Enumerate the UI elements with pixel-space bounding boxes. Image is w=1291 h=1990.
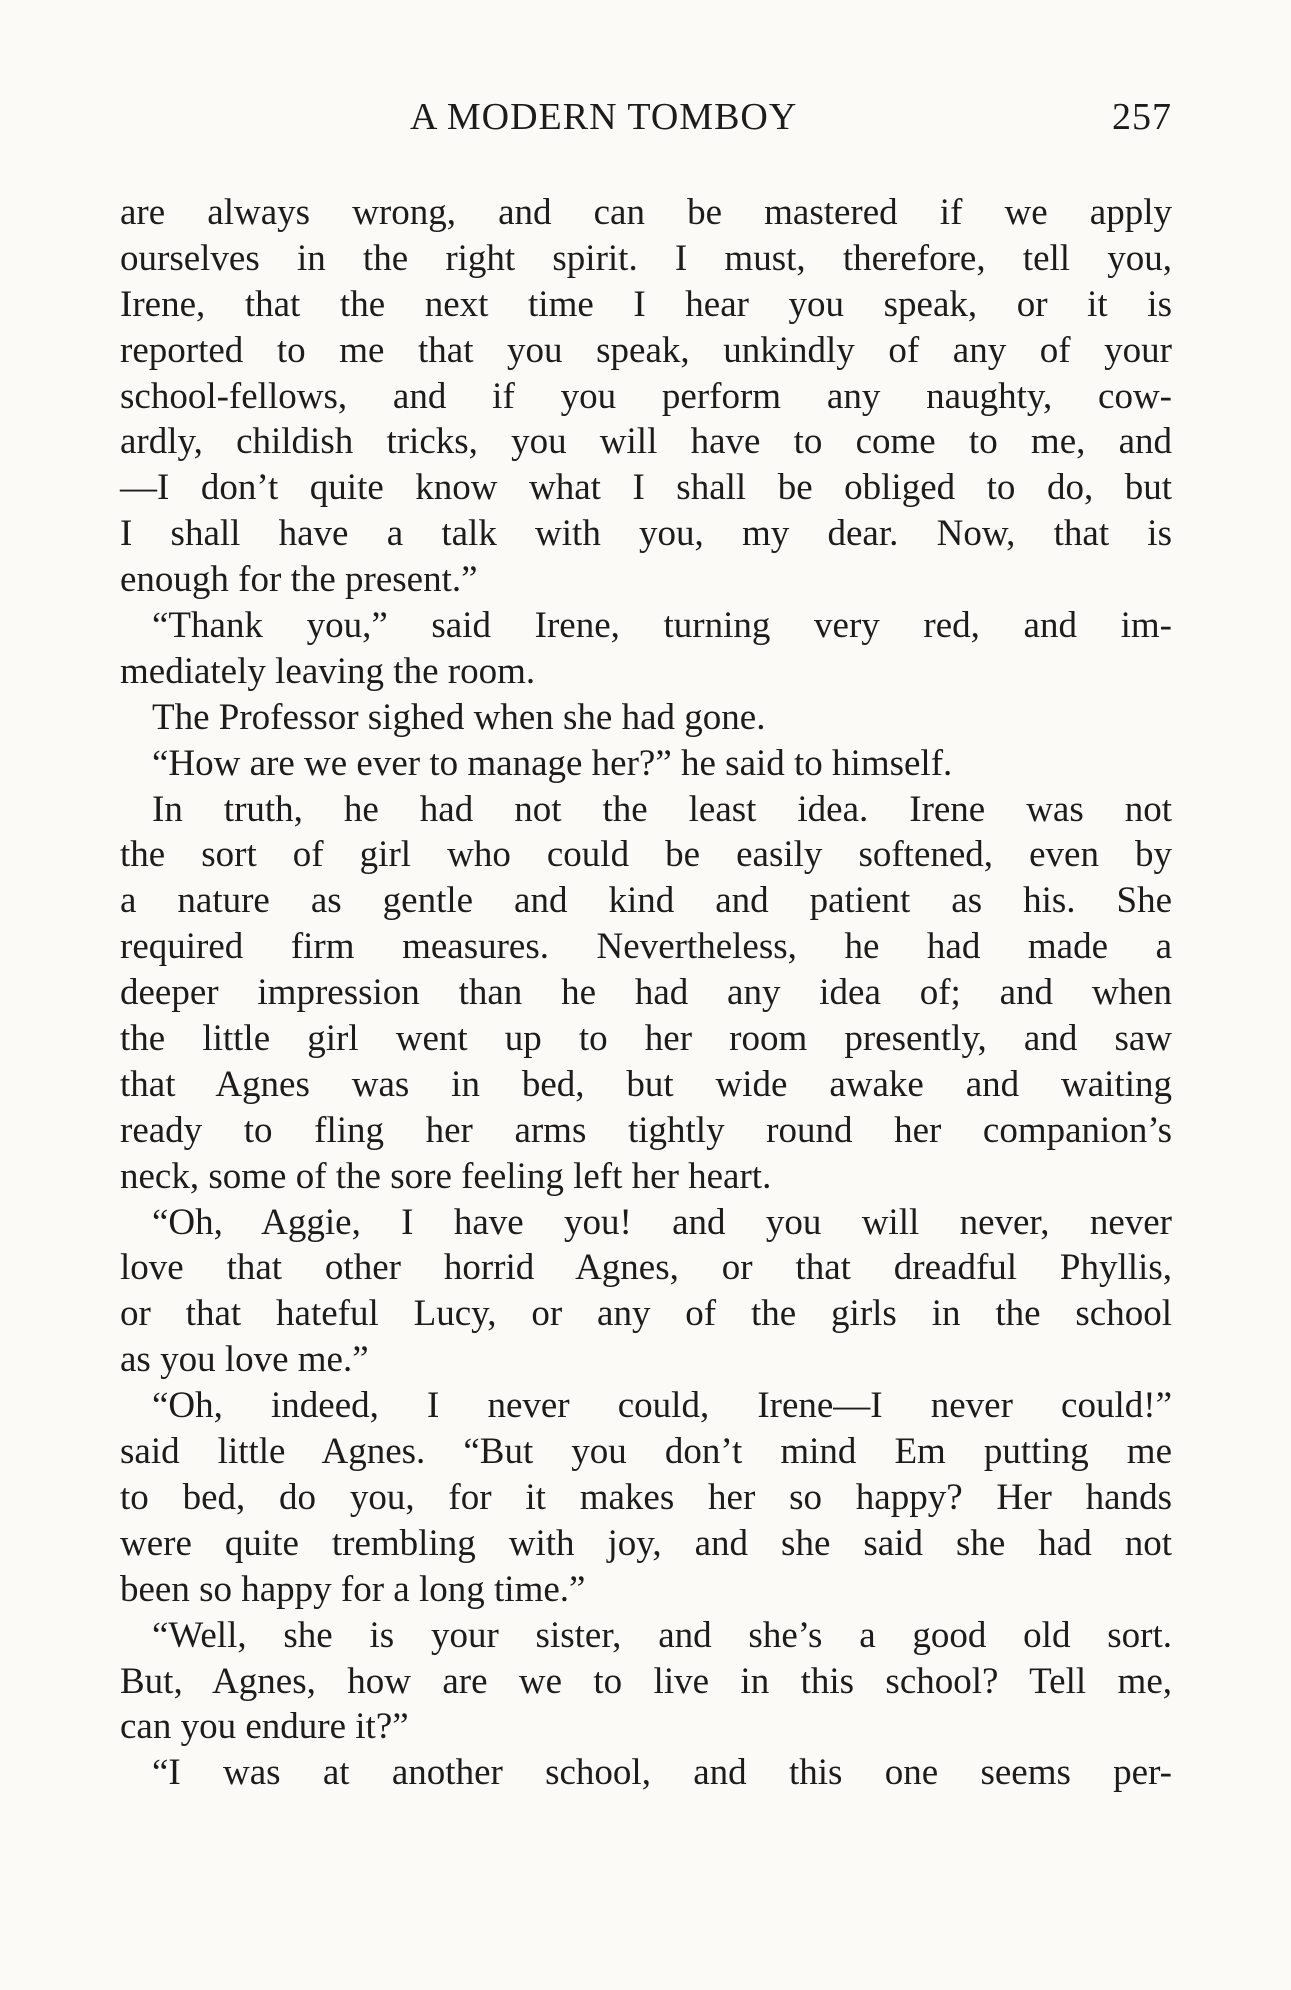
text-line: In truth, he had not the least idea. Irene was not — [152, 788, 1172, 830]
text-line: required firm measures. Nevertheless, he had made a — [120, 926, 1172, 968]
text-line: the sort of girl who could be easily softened, even by — [120, 834, 1172, 876]
text-line: “How are we ever to manage her?” he said to himself. — [152, 742, 953, 784]
text-line: as you love me.” — [120, 1339, 369, 1381]
text-line: deeper impression than he had any idea of; and when — [120, 972, 1172, 1014]
text-line: a nature as gentle and kind and patient as his. She — [120, 880, 1172, 922]
text-line: “Oh, indeed, I never could, Irene—I never could!” — [152, 1385, 1172, 1427]
text-line: —I don’t quite know what I shall be obliged to do, but — [120, 467, 1172, 509]
text-line: school-fellows, and if you perform any naughty, cow- — [120, 375, 1172, 417]
text-line: ourselves in the right spirit. I must, therefore, tell you, — [120, 237, 1172, 279]
text-line: “Oh, Aggie, I have you! and you will never, never — [152, 1201, 1172, 1243]
body-text — [120, 190, 1172, 1796]
text-line: “Thank you,” said Irene, turning very red, and im- — [152, 605, 1172, 647]
text-line: mediately leaving the room. — [120, 650, 536, 692]
running-title: A MODERN TOMBOY — [410, 96, 798, 138]
text-line: been so happy for a long time.” — [120, 1568, 586, 1610]
text-line: to bed, do you, for it makes her so happy? Her hands — [120, 1476, 1172, 1518]
text-line: “Well, she is your sister, and she’s a good old sort. — [152, 1614, 1172, 1656]
text-line: said little Agnes. “But you don’t mind Em putting me — [120, 1431, 1172, 1473]
text-line: that Agnes was in bed, but wide awake and waiting — [120, 1063, 1172, 1105]
text-line: ardly, childish tricks, you will have to come to me, and — [120, 421, 1172, 463]
page-number: 257 — [1112, 96, 1172, 138]
text-line: were quite trembling with joy, and she said she had not — [120, 1522, 1172, 1564]
text-line: love that other horrid Agnes, or that dreadful Phyllis, — [120, 1247, 1172, 1289]
text-line: or that hateful Lucy, or any of the girls in the school — [120, 1293, 1172, 1335]
text-line: I shall have a talk with you, my dear. Now, that is — [120, 513, 1172, 555]
text-line: the little girl went up to her room presently, and saw — [120, 1018, 1172, 1060]
text-line: The Professor sighed when she had gone. — [152, 696, 766, 738]
text-line: Irene, that the next time I hear you speak, or it is — [120, 283, 1172, 325]
text-line: reported to me that you speak, unkindly of any of your — [120, 329, 1172, 371]
text-line: ready to fling her arms tightly round her companion’s — [120, 1109, 1172, 1151]
text-line: “I was at another school, and this one seems per- — [152, 1752, 1172, 1794]
text-line: enough for the present.” — [120, 559, 478, 601]
running-head — [120, 95, 1172, 145]
text-line: But, Agnes, how are we to live in this school? Tell me, — [120, 1660, 1172, 1702]
text-line: can you endure it?” — [120, 1706, 409, 1748]
text-line: are always wrong, and can be mastered if we apply — [120, 192, 1172, 233]
text-line: neck, some of the sore feeling left her heart. — [120, 1155, 772, 1197]
